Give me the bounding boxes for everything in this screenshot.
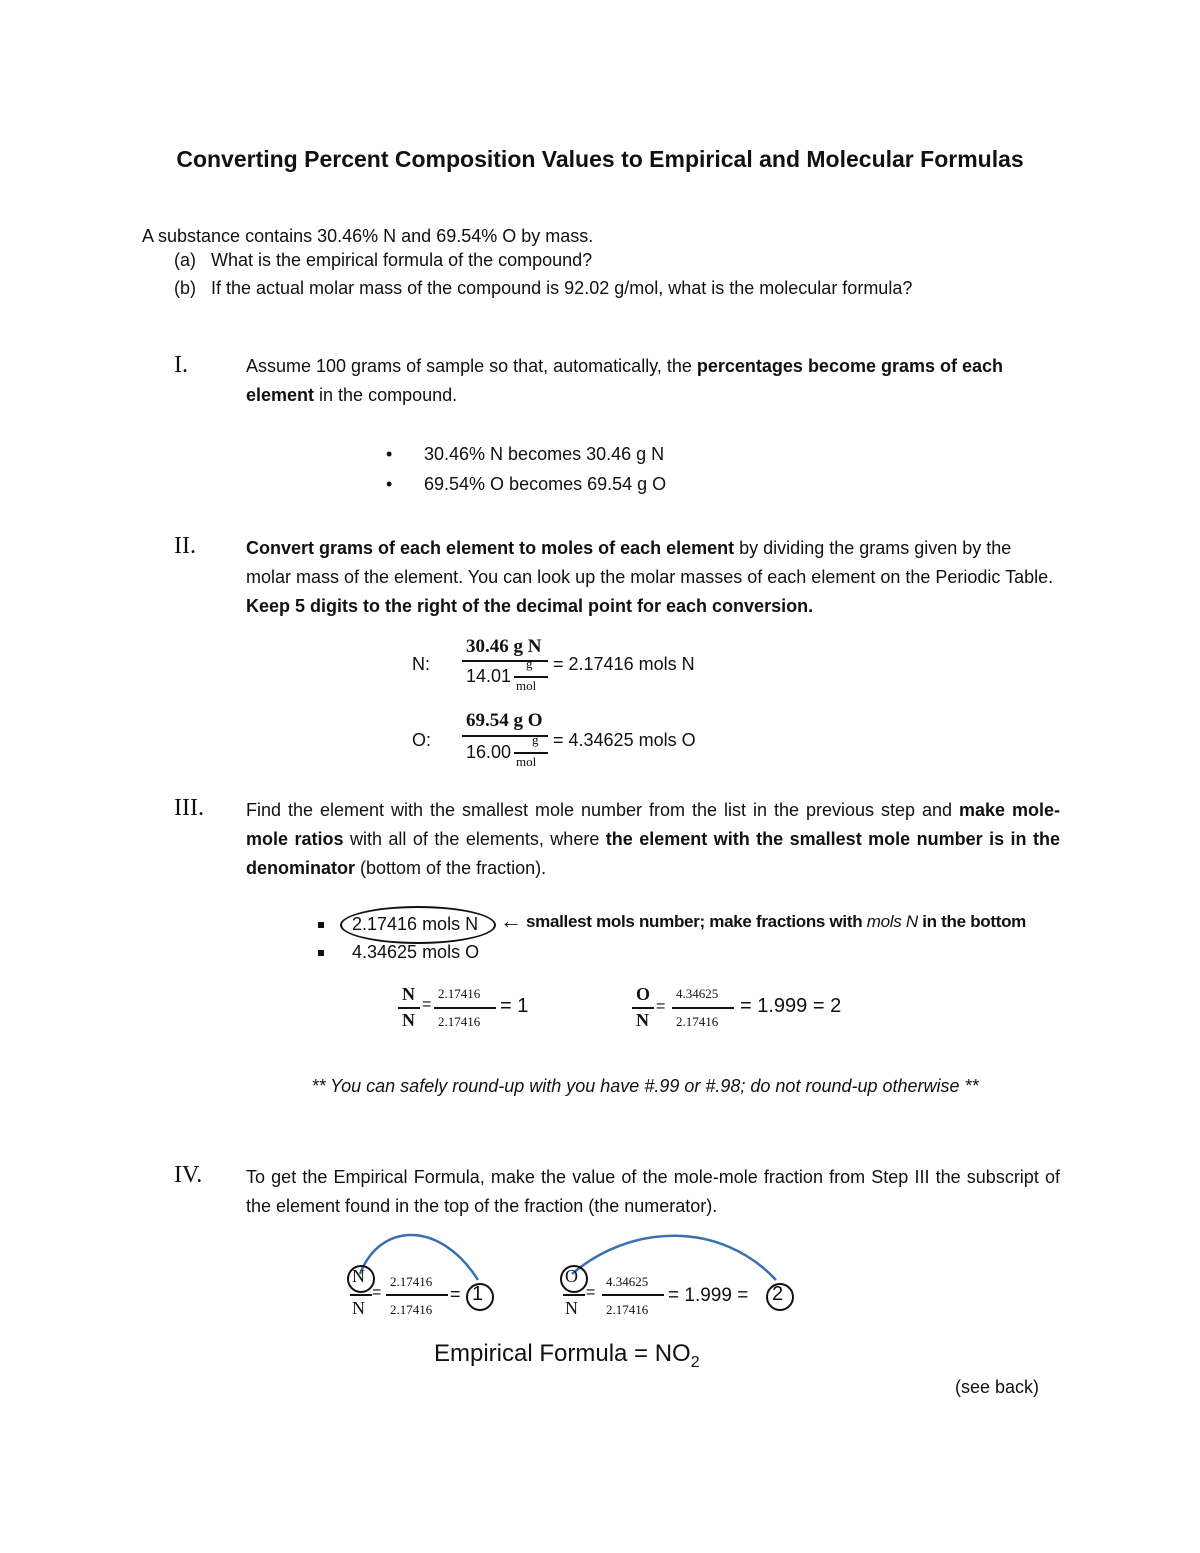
ratio-n-top: N: [402, 984, 415, 1004]
iv-o-bottom: N: [565, 1298, 578, 1318]
iv-o-top: O: [565, 1266, 578, 1286]
smallest-mols: 2.17416 mols N: [352, 914, 479, 934]
step-4-numeral: IV.: [174, 1162, 203, 1188]
page-title: Converting Percent Composition Values to Empirical and Molecular Formulas: [176, 146, 1024, 172]
o-denominator: 16.00: [466, 742, 512, 762]
ratio-o-value-bar: [672, 1007, 734, 1009]
step-4-text: To get the Empirical Formula, make the value of the mole-mole fraction from Step III the subscript of the element found in the top of the fraction (the numerator).: [246, 1167, 1060, 1216]
n-label: N:: [412, 654, 430, 674]
n-denominator: 14.01: [466, 666, 512, 686]
n-numerator: 30.46 g N: [466, 636, 542, 657]
step-3-text: Find the element with the smallest mole number from the list in the previous step and make mole-mole ratios with all of the elements, where the element with the smallest mole number is in the denominator (bottom of the fraction).: [246, 800, 1061, 878]
iv-o-bar: [563, 1294, 585, 1296]
see-back: (see back): [955, 1377, 1040, 1397]
step-1-bullet-dot: •: [386, 474, 393, 494]
ratio-n-result: = 1: [500, 995, 529, 1017]
ratio-n-bar: [398, 1007, 420, 1009]
iv-o-value-bar: [602, 1294, 664, 1296]
iv-n-bar: [350, 1294, 372, 1296]
o-label: O:: [412, 730, 432, 750]
step-3-numeral: III.: [174, 795, 204, 821]
iv-n-top: N: [352, 1266, 365, 1286]
part-a-label: (a): [174, 250, 196, 270]
step-1-text: Assume 100 grams of sample so that, automatically, the percentages become grams of each element in the compound.: [246, 356, 1004, 405]
rounding-note: ** You can safely round-up with you have #.99 or #.98; do not round-up otherwise **: [311, 1076, 979, 1096]
iv-o-result: 2: [772, 1283, 784, 1305]
square-bullet: [318, 950, 324, 956]
ratio-n-bottom: N: [402, 1010, 415, 1030]
other-mols: 4.34625 mols O: [352, 942, 480, 962]
step-1-bullet-dot: •: [386, 444, 393, 464]
iv-n-value-bar: [386, 1294, 448, 1296]
ratio-n-value-bar: [434, 1007, 496, 1009]
o-numerator: 69.54 g O: [466, 710, 543, 731]
ratio-n-den: 2.17416: [438, 1014, 481, 1029]
part-b-text: If the actual molar mass of the compound is 92.02 g/mol, what is the molecular formula?: [211, 278, 913, 298]
n-unit-top: g: [526, 656, 533, 671]
ratio-o-top: O: [636, 984, 651, 1004]
step-2-text: Convert grams of each element to moles of each element by dividing the grams given by the molar mass of the element. You can look up the molar masses of each element on the Periodic Table. Keep 5 digits to the right of the decimal point for each conversion.: [246, 538, 1054, 616]
ratio-o-eq: =: [656, 998, 666, 1015]
ratio-o-num: 4.34625: [676, 986, 719, 1001]
empirical-formula: Empirical Formula = $NO_2$: [434, 1340, 700, 1371]
ratio-n-num: 2.17416: [438, 986, 481, 1001]
square-bullet: [318, 922, 324, 928]
ratio-o-bar: [632, 1007, 654, 1009]
o-connector-arc: [572, 1236, 776, 1280]
iv-n-eq: =: [372, 1284, 382, 1301]
iv-n-den: 2.17416: [390, 1302, 433, 1317]
iv-n-result: 1: [472, 1283, 484, 1305]
problem-intro: A substance contains 30.46% N and 69.54% O by mass.: [142, 226, 594, 246]
iv-o-result-eq: = 1.999 =: [668, 1285, 749, 1306]
step-2-numeral: II.: [174, 533, 196, 559]
iv-o-den: 2.17416: [606, 1302, 649, 1317]
smallest-note: smallest mols number; make fractions with mols N in the bottom: [526, 912, 1026, 931]
part-a-text: What is the empirical formula of the compound?: [211, 250, 593, 270]
iv-n-num: 2.17416: [390, 1274, 433, 1289]
iv-o-eq: =: [586, 1284, 596, 1301]
ratio-n-eq: =: [422, 996, 432, 1013]
ratio-o-den: 2.17416: [676, 1014, 719, 1029]
iv-n-result-eq: =: [450, 1284, 461, 1304]
o-unit-bottom: mol: [516, 754, 537, 769]
step-1-bullet-1: 30.46% N becomes 30.46 g N: [424, 444, 665, 464]
iv-o-num: 4.34625: [606, 1274, 649, 1289]
ratio-o-result: = 1.999 = 2: [740, 995, 842, 1017]
iv-n-bottom: N: [352, 1298, 365, 1318]
part-b-label: (b): [174, 278, 196, 298]
n-unit-bottom: mol: [516, 678, 537, 693]
arrow-left-icon: ←: [500, 908, 522, 933]
ratio-o-bottom: N: [636, 1010, 649, 1030]
n-result: = 2.17416 mols N: [553, 654, 695, 674]
step-1-numeral: I.: [174, 352, 188, 378]
o-unit-top: g: [532, 732, 539, 747]
step-1-bullet-2: 69.54% O becomes 69.54 g O: [424, 474, 667, 494]
o-result: = 4.34625 mols O: [553, 730, 696, 750]
